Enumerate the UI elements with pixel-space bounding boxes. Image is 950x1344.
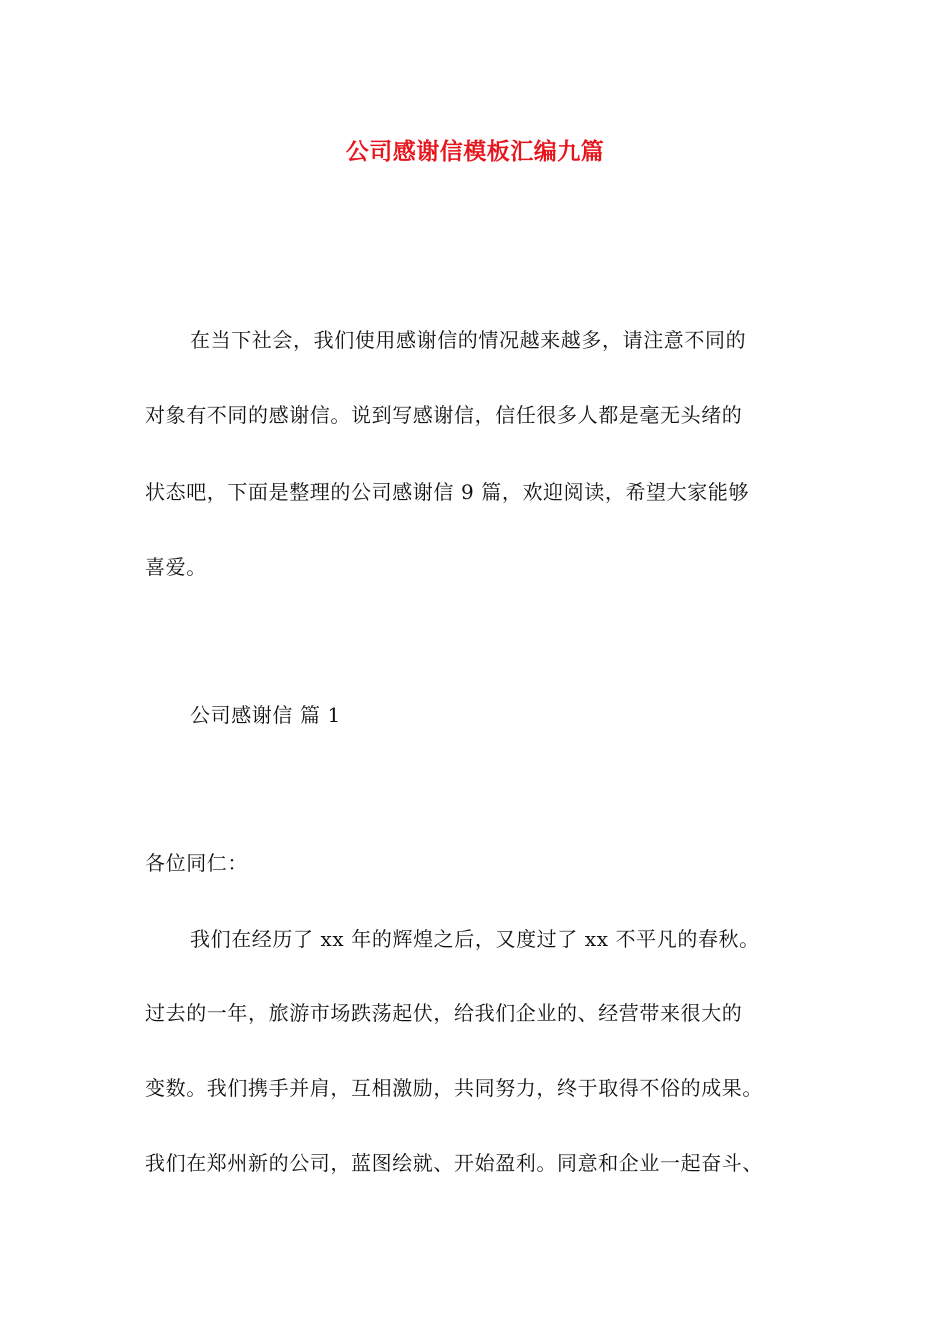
salutation: 各位同仁： (145, 851, 248, 875)
document-title: 公司感谢信模板汇编九篇 (345, 138, 605, 165)
body-line-2: 过去的一年，旅游市场跌荡起伏，给我们企业的、经营带来很大的 (145, 1001, 743, 1025)
intro-line-1: 在当下社会，我们使用感谢信的情况越来越多，请注意不同的 (190, 328, 747, 352)
section-heading: 公司感谢信 篇 1 (190, 703, 341, 727)
body-line-1: 我们在经历了 xx 年的辉煌之后，又度过了 xx 不平凡的春秋。 (190, 927, 760, 951)
intro-line-4: 喜爱。 (145, 555, 207, 579)
body-line-3: 变数。我们携手并肩，互相激励，共同努力，终于取得不俗的成果。 (145, 1076, 763, 1100)
body-line-4: 我们在郑州新的公司，蓝图绘就、开始盈利。同意和企业一起奋斗、 (145, 1151, 763, 1175)
intro-line-2: 对象有不同的感谢信。说到写感谢信，信任很多人都是毫无头绪的 (145, 403, 743, 427)
intro-line-3: 状态吧，下面是整理的公司感谢信 9 篇，欢迎阅读，希望大家能够 (145, 480, 750, 504)
